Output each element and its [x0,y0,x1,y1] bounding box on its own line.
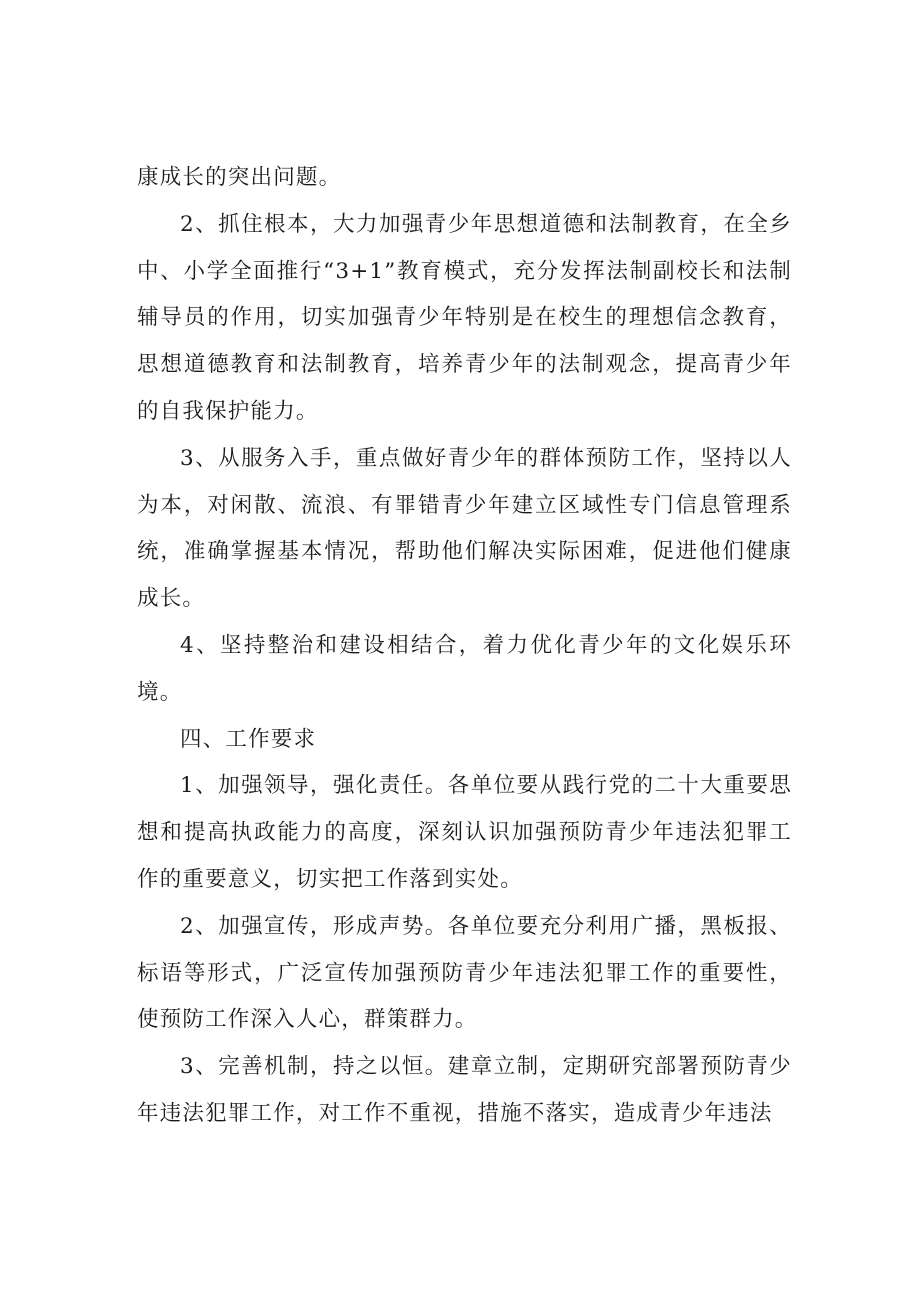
paragraph-req-2-publicity: 2、加强宣传，形成声势。各单位要充分利用广播，黑板报、标语等形式，广泛宣传加强预防青少年违法犯罪工作的重要性，使预防工作深入人心，群策群力。 [137,913,792,1033]
paragraph-item-4-cultural-environment: 4、坚持整治和建设相结合，着力优化青少年的文化娱乐环境。 [137,632,792,705]
paragraph-item-3-group-prevention: 3、从服务入手，重点做好青少年的群体预防工作，坚持以人为本，对闲散、流浪、有罪错青少年建立区域性专门信息管理系统，准确掌握基本情况，帮助他们解决实际困难，促进他们健康成长。 [137,445,792,612]
paragraph-req-1-leadership: 1、加强领导，强化责任。各单位要从践行党的二十大重要思想和提高执政能力的高度，深刻认识加强预防青少年违法犯罪工作的重要意义，切实把工作落到实处。 [137,773,792,892]
paragraph-item-2-ideology-education: 2、抓住根本，大力加强青少年思想道德和法制教育，在全乡中、小学全面推行“3+1”教育模式，充分发挥法制副校长和法制辅导员的作用，切实加强青少年特别是在校生的理想信念教育，思想道德教育和法制教育，培养青少年的法制观念，提高青少年的自我保护能力。 [137,211,792,424]
paragraph-continuation: 康成长的突出问题。 [137,165,342,190]
section-heading-work-requirements: 四、工作要求 [180,726,317,752]
document-body [137,155,792,1138]
paragraph-req-3-mechanism: 3、完善机制，持之以恒。建章立制，定期研究部署预防青少年违法犯罪工作，对工作不重视，措施不落实，造成青少年违法 [137,1054,792,1126]
